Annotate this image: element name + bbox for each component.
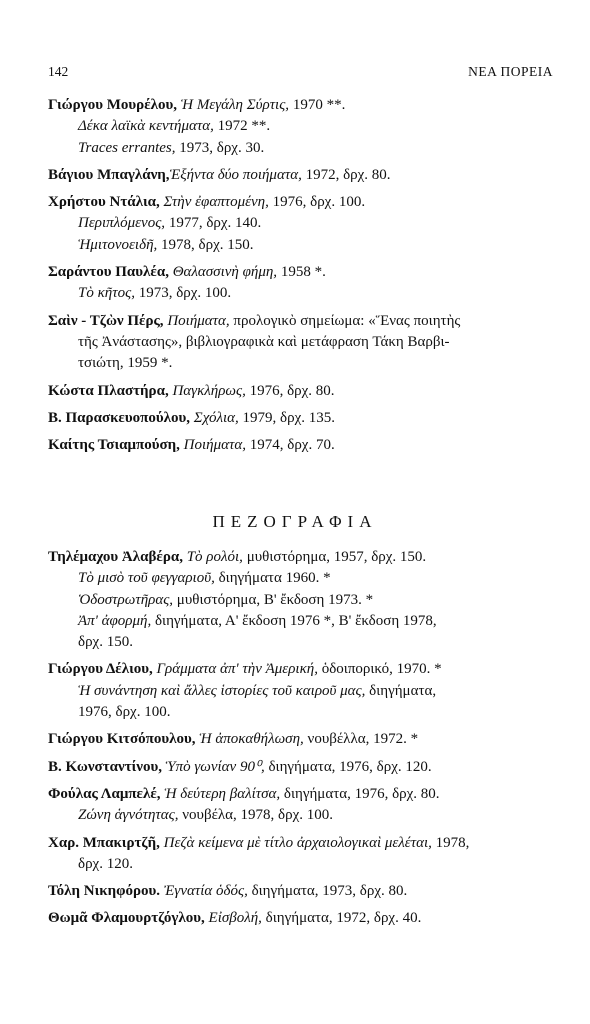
entry-details: 1972, δρχ. 80.	[301, 166, 391, 183]
entry-line	[48, 805, 553, 826]
entry-line	[48, 262, 553, 283]
entry-details: 1976, δρχ. 100.	[78, 704, 171, 721]
bibliography-entry	[48, 95, 553, 159]
entry-details: προλογικὸ σημείωμα: «Ἕνας ποιητὴς	[229, 312, 461, 329]
entry-line	[48, 611, 553, 632]
author-name: Γιώργου Κιτσόπουλου,	[48, 731, 200, 748]
entry-details: 1978,	[431, 834, 470, 851]
entry-line	[48, 681, 553, 702]
entry-line	[48, 908, 553, 929]
entry-line	[48, 659, 553, 680]
entry-line	[48, 547, 553, 568]
entry-details: τσιώτη, 1959 *.	[78, 355, 173, 372]
work-title: Ἡ δεύτερη βαλίτσα,	[164, 785, 281, 802]
bibliography-entry	[48, 729, 553, 750]
work-title: Γράμματα ἀπ' τὴν Ἀμερική,	[156, 661, 318, 678]
work-title: Traces errantes,	[78, 139, 176, 156]
entry-line	[48, 95, 553, 116]
author-name: Σαράντου Παυλέα,	[48, 264, 173, 281]
author-name: Γιώργου Μουρέλου,	[48, 97, 181, 113]
author-name: Σαὶν - Τζὼν Πέρς,	[48, 312, 168, 329]
entry-line	[48, 283, 553, 304]
entry-details: διηγήματα,	[365, 682, 437, 699]
work-title: Ζώνη ἁγνότητας,	[78, 807, 179, 824]
bibliography-entry	[48, 165, 553, 186]
work-title: Ἑξήντα δύο ποιήματα,	[169, 166, 302, 183]
work-title: Ἡμιτονοειδῆ,	[78, 236, 158, 253]
entry-details: διηγήματα, 1973, δρχ. 80.	[247, 883, 408, 900]
entry-details: μυθιστόρημα, 1957, δρχ. 150.	[242, 549, 427, 565]
work-title: Τὸ μισὸ τοῦ φεγγαριοῦ,	[78, 570, 215, 587]
work-title: Σχόλια,	[193, 409, 239, 426]
entry-details: τῆς Ἀνάστασης», βιβλιογραφικὰ καὶ μετάφραση Τάκη Βαρβι-	[78, 333, 450, 350]
work-title: Περιπλόμενος,	[78, 215, 166, 232]
bibliography-entry	[48, 311, 553, 375]
work-title: Ἡ Μεγάλη Σύρτις,	[180, 97, 290, 113]
entry-line	[48, 702, 553, 723]
entry-details: δρχ. 150.	[78, 634, 133, 651]
author-name: Γιώργου Δέλιου,	[48, 661, 157, 678]
author-name: Τηλέμαχου Ἀλαβέρα,	[48, 549, 187, 565]
work-title: Πεζὰ κείμενα μὲ τίτλο ἀρχαιολογικαὶ μελέται,	[163, 834, 432, 851]
entry-details: διηγήματα, 1972, δρχ. 40.	[261, 910, 422, 927]
work-title: Ἡ συνάντηση καὶ ἄλλες ἱστορίες τοῦ καιροῦ μας,	[78, 682, 366, 699]
entry-details: 1974, δρχ. 70.	[246, 437, 335, 454]
entry-line	[48, 332, 553, 353]
entry-line	[48, 311, 553, 332]
entry-line	[48, 408, 553, 429]
work-title: Ἀπ' ἀφορμή,	[78, 612, 152, 629]
entry-details: 1973, δρχ. 30.	[175, 139, 265, 156]
author-name: Καίτης Τσιαμπούση,	[48, 437, 184, 454]
entry-line	[48, 235, 553, 256]
entry-details: διηγήματα, 1976, δρχ. 120.	[264, 758, 432, 775]
work-title: Ὁδοστρωτῆρας,	[78, 591, 174, 608]
entry-details: νουβέλλα, 1972. *	[303, 731, 419, 748]
work-title: Εἰσβολή,	[208, 910, 262, 927]
work-title: Παγκλήρως,	[172, 382, 246, 399]
bibliography-entry	[48, 192, 553, 256]
section-heading-prose: ΠΕΖΟΓΡΑΦΙΑ	[212, 512, 378, 531]
author-name: Θωμᾶ Φλαμουρτζόγλου,	[48, 910, 209, 927]
entry-details: δρχ. 120.	[78, 855, 133, 872]
entry-details: μυθιστόρημα, Β' ἔκδοση 1973. *	[173, 591, 374, 608]
bibliography-entry	[48, 408, 553, 429]
author-name: Χρήστου Ντάλια,	[48, 194, 164, 211]
page-number: 142	[48, 64, 69, 79]
entry-line	[48, 138, 553, 159]
author-name: Β. Παρασκευοπούλου,	[48, 409, 194, 426]
entry-details: διηγήματα 1960. *	[214, 570, 331, 587]
author-name: Χαρ. Μπακιρτζῆ,	[48, 834, 164, 851]
author-name: Κώστα Πλαστήρα,	[48, 382, 173, 399]
entry-details: 1977, δρχ. 140.	[165, 215, 262, 232]
author-name: Φούλας Λαμπελέ,	[48, 785, 165, 802]
bibliography-entry	[48, 659, 553, 723]
page-header	[48, 64, 553, 84]
entry-line	[48, 213, 553, 234]
entry-line	[48, 590, 553, 611]
bibliography-entry	[48, 381, 553, 402]
work-title: Ὑπὸ γωνίαν 90⁰,	[165, 758, 265, 775]
entry-details: νουβέλα, 1978, δρχ. 100.	[178, 807, 333, 824]
entry-line	[48, 192, 553, 213]
entry-line	[48, 353, 553, 374]
poetry-list	[48, 95, 553, 462]
entry-details: 1976, δρχ. 80.	[245, 382, 335, 399]
prose-list	[48, 547, 553, 936]
entry-line	[48, 435, 553, 456]
entry-details: 1978, δρχ. 150.	[157, 236, 254, 253]
work-title: Τὸ ρολόι,	[186, 549, 243, 565]
entry-details: ὁδοιπορικό, 1970. *	[317, 661, 442, 678]
bibliography-entry	[48, 833, 553, 876]
entry-line	[48, 784, 553, 805]
work-title: Θαλασσινὴ φήμη,	[172, 264, 278, 281]
entry-details: διηγήματα, 1976, δρχ. 80.	[280, 785, 440, 802]
work-title: Ἡ ἀποκαθήλωση,	[199, 731, 304, 748]
bibliography-entry	[48, 908, 553, 929]
entry-details: 1970 **.	[289, 97, 346, 113]
bibliography-entry	[48, 881, 553, 902]
bibliography-entry	[48, 757, 553, 778]
work-title: Δέκα λαϊκὰ κεντήματα,	[78, 118, 214, 135]
entry-line	[48, 568, 553, 589]
entry-details: 1979, δρχ. 135.	[238, 409, 335, 426]
work-title: Ἐγνατία ὁδός,	[163, 883, 248, 900]
work-title: Ποιήματα,	[167, 312, 230, 329]
work-title: Ποιήματα,	[183, 437, 246, 454]
entry-details: 1973, δρχ. 100.	[134, 285, 232, 302]
entry-line	[48, 632, 553, 653]
author-name: Βάγιου Μπαγλάνη,	[48, 166, 170, 183]
entry-details: διηγήματα, Α' ἔκδοση 1976 *, Β' ἔκδοση 1978,	[151, 612, 437, 629]
entry-line	[48, 729, 553, 750]
entry-line	[48, 381, 553, 402]
entry-details: 1958 *.	[277, 264, 326, 281]
entry-details: 1972 **.	[213, 118, 271, 135]
bibliography-entry	[48, 784, 553, 827]
entry-line	[48, 881, 553, 902]
bibliography-entry	[48, 435, 553, 456]
entry-details: 1976, δρχ. 100.	[268, 194, 366, 211]
entry-line	[48, 833, 553, 854]
running-title: ΝΕΑ ΠΟΡΕΙΑ	[468, 64, 553, 79]
entry-line	[48, 854, 553, 875]
bibliography-entry	[48, 262, 553, 305]
author-name: Τόλη Νικηφόρου.	[48, 883, 164, 900]
entry-line	[48, 165, 553, 186]
bibliography-entry	[48, 547, 553, 653]
work-title: Στὴν ἐφαπτομένη,	[163, 194, 269, 211]
author-name: Β. Κωνσταντίνου,	[48, 758, 166, 775]
entry-line	[48, 116, 553, 137]
work-title: Τὸ κῆτος,	[78, 285, 135, 302]
entry-line	[48, 757, 553, 778]
